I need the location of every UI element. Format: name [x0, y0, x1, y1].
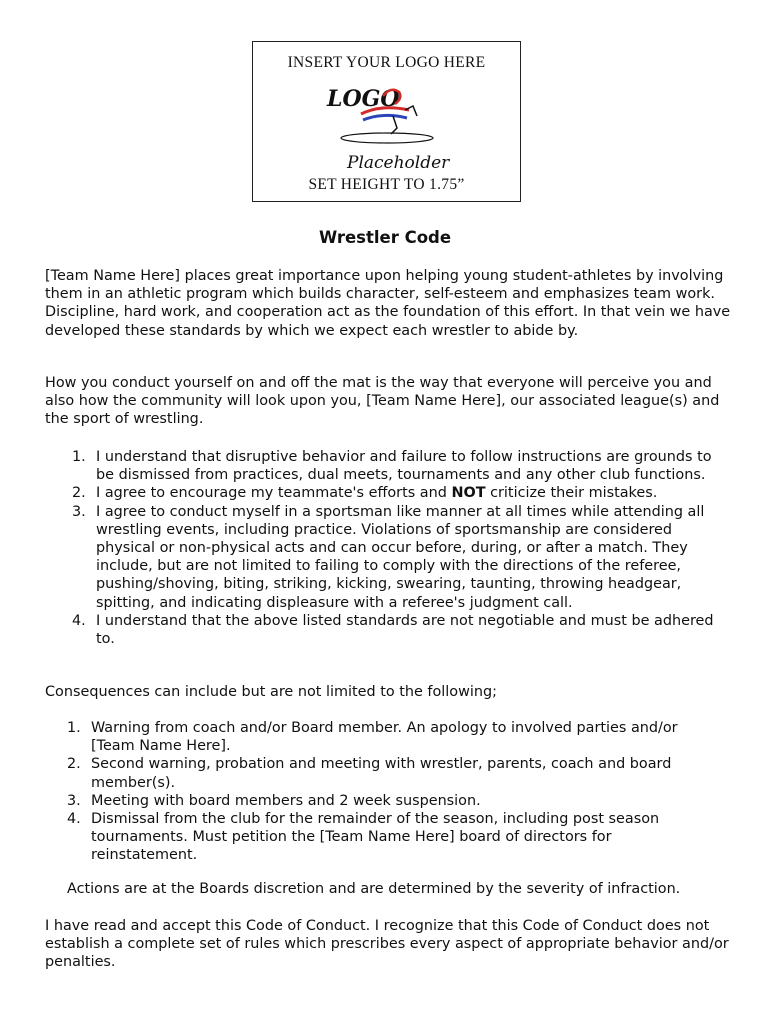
- logo-placeholder-icon: [321, 76, 451, 176]
- logo-word: LOGO: [327, 86, 400, 112]
- emphasis-not: NOT: [451, 485, 486, 502]
- placeholder-word: Placeholder: [347, 153, 450, 173]
- logo-instruction-text: INSERT YOUR LOGO HERE: [287, 54, 486, 71]
- list-item: 3. Meeting with board members and 2 week suspension.: [67, 792, 481, 809]
- list-item: 3. I agree to conduct myself in a sportsman like manner at all times while attending all wrestling events, including practice. Violations of sportsmanship are considered physical or non-physical acts and can occur before, during, or after a match. They include, but are not limited to failing to comply with the directions of the referee, pushing/shoving, biting, striking, kicking, swearing, taunting, throwing headgear, spitting, and indicating displeasure with a referee's judgment call.: [72, 503, 705, 611]
- standards-list: [72, 448, 732, 648]
- consequences-intro: Consequences can include but are not limited to the following;: [45, 684, 497, 700]
- logo-placeholder: [252, 41, 521, 202]
- list-item: 1. Warning from coach and/or Board member. An apology to involved parties and/or [Team Name Here].: [67, 720, 678, 755]
- actions-paragraph: Actions are at the Boards discretion and are determined by the severity of infraction.: [67, 881, 681, 897]
- intro-paragraph: [Team Name Here] places great importance upon helping young student-athletes by involving them in an athletic program which builds character, self-esteem and emphasizes team work. Discipline, hard work, and cooperation act as the foundation of this effort. In that vein we have developed these standards by which we expect each wrestler to abide by.: [45, 268, 731, 339]
- conduct-paragraph: How you conduct yourself on and off the mat is the way that everyone will perceive you and also how the community will look upon you, [Team Name Here], our associated league(s) and the sport of wrestling.: [45, 375, 720, 428]
- closing-paragraph: I have read and accept this Code of Conduct. I recognize that this Code of Conduct does not establish a complete set of rules which prescribes every aspect of appropriate behavior and/or penalties.: [45, 918, 729, 971]
- consequences-list: [67, 719, 717, 865]
- page-title: Wrestler Code: [318, 228, 452, 247]
- logo-height-text: SET HEIGHT TO 1.75”: [308, 176, 465, 193]
- list-item: 1. I understand that disruptive behavior and failure to follow instructions are grounds to be dismissed from practices, dual meets, tournaments and any other club functions.: [72, 449, 712, 484]
- list-item: 2. Second warning, probation and meeting with wrestler, parents, coach and board member(s).: [67, 756, 672, 791]
- list-item: 2. I agree to encourage my teammate's efforts and NOT criticize their mistakes.: [72, 485, 658, 502]
- list-item: 4. Dismissal from the club for the remainder of the season, including post season tournaments. Must petition the [Team Name Here] board of directors for reinstatement.: [67, 811, 660, 864]
- list-item: 4. I understand that the above listed standards are not negotiable and must be adhered to.: [72, 612, 714, 648]
